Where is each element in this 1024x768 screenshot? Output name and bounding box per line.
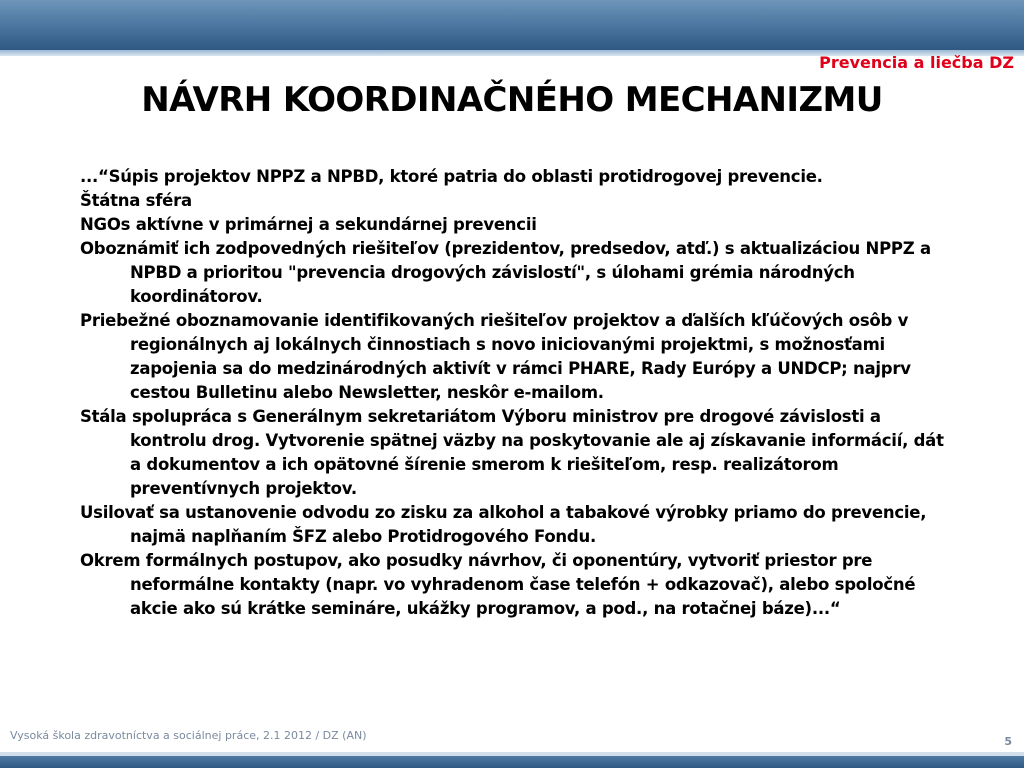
slide-title: NÁVRH KOORDINAČNÉHO MECHANIZMU xyxy=(141,80,883,120)
body-paragraph: Okrem formálnych postupov, ako posudky návrhov, či oponentúry, vytvoriť priestor pre neformálne kontakty (napr. vo vyhradenom čase telefón + odkazovač), alebo spoločné akcie ako sú krátke semináre, ukážky programov, a pod., na rotačnej báze)...“ xyxy=(80,551,916,618)
page-number: 5 xyxy=(1004,735,1012,748)
footer-text: Vysoká škola zdravotníctva a sociálnej práce, 2.1 2012 / DZ (AN) xyxy=(10,729,367,742)
slide-body xyxy=(80,165,960,621)
body-paragraph: Priebežné oboznamovanie identifikovaných riešiteľov projektov a ďalších kľúčových osôb v regionálnych aj lokálnych činnostiach s novo iniciovanými projektmi, s možnosťami zapojenia sa do medzinárodných aktivít v rámci PHARE, Rady Európy a UNDCP; najprv cestou Bulletinu alebo Newsletter, neskôr e-mailom. xyxy=(80,311,911,402)
body-paragraph: Štátna sféra xyxy=(80,191,192,210)
body-paragraph: Stála spolupráca s Generálnym sekretariátom Výboru ministrov pre drogové závislosti a kontrolu drog. Vytvorenie spätnej väzby na poskytovanie ale aj získavanie informácií, dát a dokumentov a ich opätovné šírenie smerom k riešiteľom, resp. realizátorom preventívnych projektov. xyxy=(80,407,944,498)
body-paragraph: NGOs aktívne v primárnej a sekundárnej prevencii xyxy=(80,215,537,234)
top-decorative-band xyxy=(0,0,1024,50)
body-paragraph: Oboznámiť ich zodpovedných riešiteľov (prezidentov, predsedov, atď.) s aktualizáciou NPPZ a NPBD a prioritou "prevencia drogových závislostí", s úlohami grémia národných koordinátorov. xyxy=(80,239,931,306)
body-paragraph: Usilovať sa ustanovenie odvodu zo zisku za alkohol a tabakové výrobky priamo do prevencie, najmä naplňaním ŠFZ alebo Protidrogového Fondu. xyxy=(80,503,927,546)
header-section-label: Prevencia a liečba DZ xyxy=(819,53,1014,72)
bottom-decorative-band xyxy=(0,756,1024,768)
body-paragraph: ...“Súpis projektov NPPZ a NPBD, ktoré patria do oblasti protidrogovej prevencie. xyxy=(80,167,823,186)
